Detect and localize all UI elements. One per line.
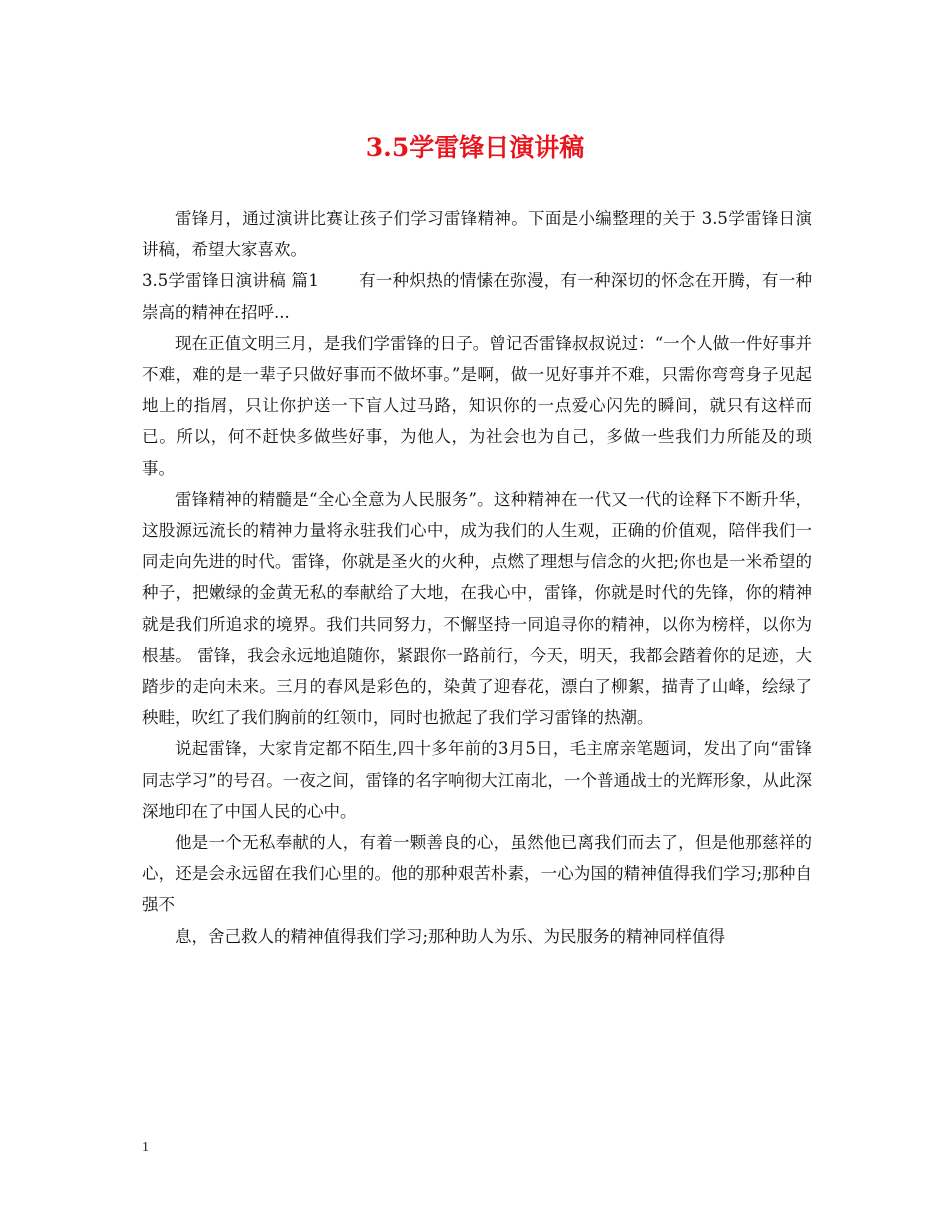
intro-paragraph: 雷锋月，通过演讲比赛让孩子们学习雷锋精神。下面是小编整理的关于 3.5学雷锋日演讲稿，希望大家喜欢。 xyxy=(142,209,812,260)
body-paragraph: 息，舍己救人的精神值得我们学习;那种助人为乐、为民服务的精神同样值得 xyxy=(175,926,726,946)
section-lead: 有一种炽热的情愫在弥漫，有一种深切的怀念在开腾，有一种崇高的精神在招呼... xyxy=(142,271,813,322)
section-heading: 3.5学雷锋日演讲稿 篇1 xyxy=(142,271,319,291)
body-paragraph: 雷锋精神的精髓是“全心全意为人民服务”。这种精神在一代又一代的诠释下不断升华，这股源远流长的精神力量将永驻我们心中，成为我们的人生观，正确的价值观，陪伴我们一同走向先进的时代。雷锋，你就是圣火的火种，点燃了理想与信念的火把;你也是一米希望的种子，把嫩绿的金黄无私的奉献给了大地，在我心中，雷锋，你就是时代的先锋，你的精神就是我们所追求的境界。我们共同努力，不懈坚持一同追寻你的精神，以你为榜样，以你为根基。 雷锋，我会永远地追随你，紧跟你一路前行，今天，明天，我都会踏着你的足迹，大踏步的走向未来。三月的春风是彩色的，染黄了迎春花，漂白了柳絮，描青了山峰，绘绿了秧畦，吹红了我们胸前的红领巾，同时也掀起了我们学习雷锋的热潮。 xyxy=(142,489,812,728)
body-paragraph: 他是一个无私奉献的人，有着一颗善良的心，虽然他已离我们而去了，但是他那慈祥的心，还是会永远留在我们心里的。他的那种艰苦朴素，一心为国的精神值得我们学习;那种自强不 xyxy=(142,833,812,915)
section-paragraph xyxy=(142,265,812,327)
page-number: 1 xyxy=(142,1140,149,1155)
document-body xyxy=(142,203,812,952)
body-paragraph: 现在正值文明三月，是我们学雷锋的日子。曾记否雷锋叔叔说过：“一个人做一件好事并不难，难的是一辈子只做好事而不做坏事。”是啊，做一见好事并不难，只需你弯弯身子见起地上的指屑，只让你护送一下盲人过马路，知识你的一点爱心闪先的瞬间，就只有这样而已。所以，何不赶快多做些好事，为他人，为社会也为自己，多做一些我们力所能及的琐事。 xyxy=(142,333,812,478)
body-paragraph: 说起雷锋，大家肯定都不陌生,四十多年前的3月5日，毛主席亲笔题词，发出了向“雷锋同志学习”的号召。一夜之间，雷锋的名字响彻大江南北，一个普通战士的光辉形象，从此深深地印在了中国人民的心中。 xyxy=(142,739,812,821)
document-title: 3.5学雷锋日演讲稿 xyxy=(365,133,585,162)
